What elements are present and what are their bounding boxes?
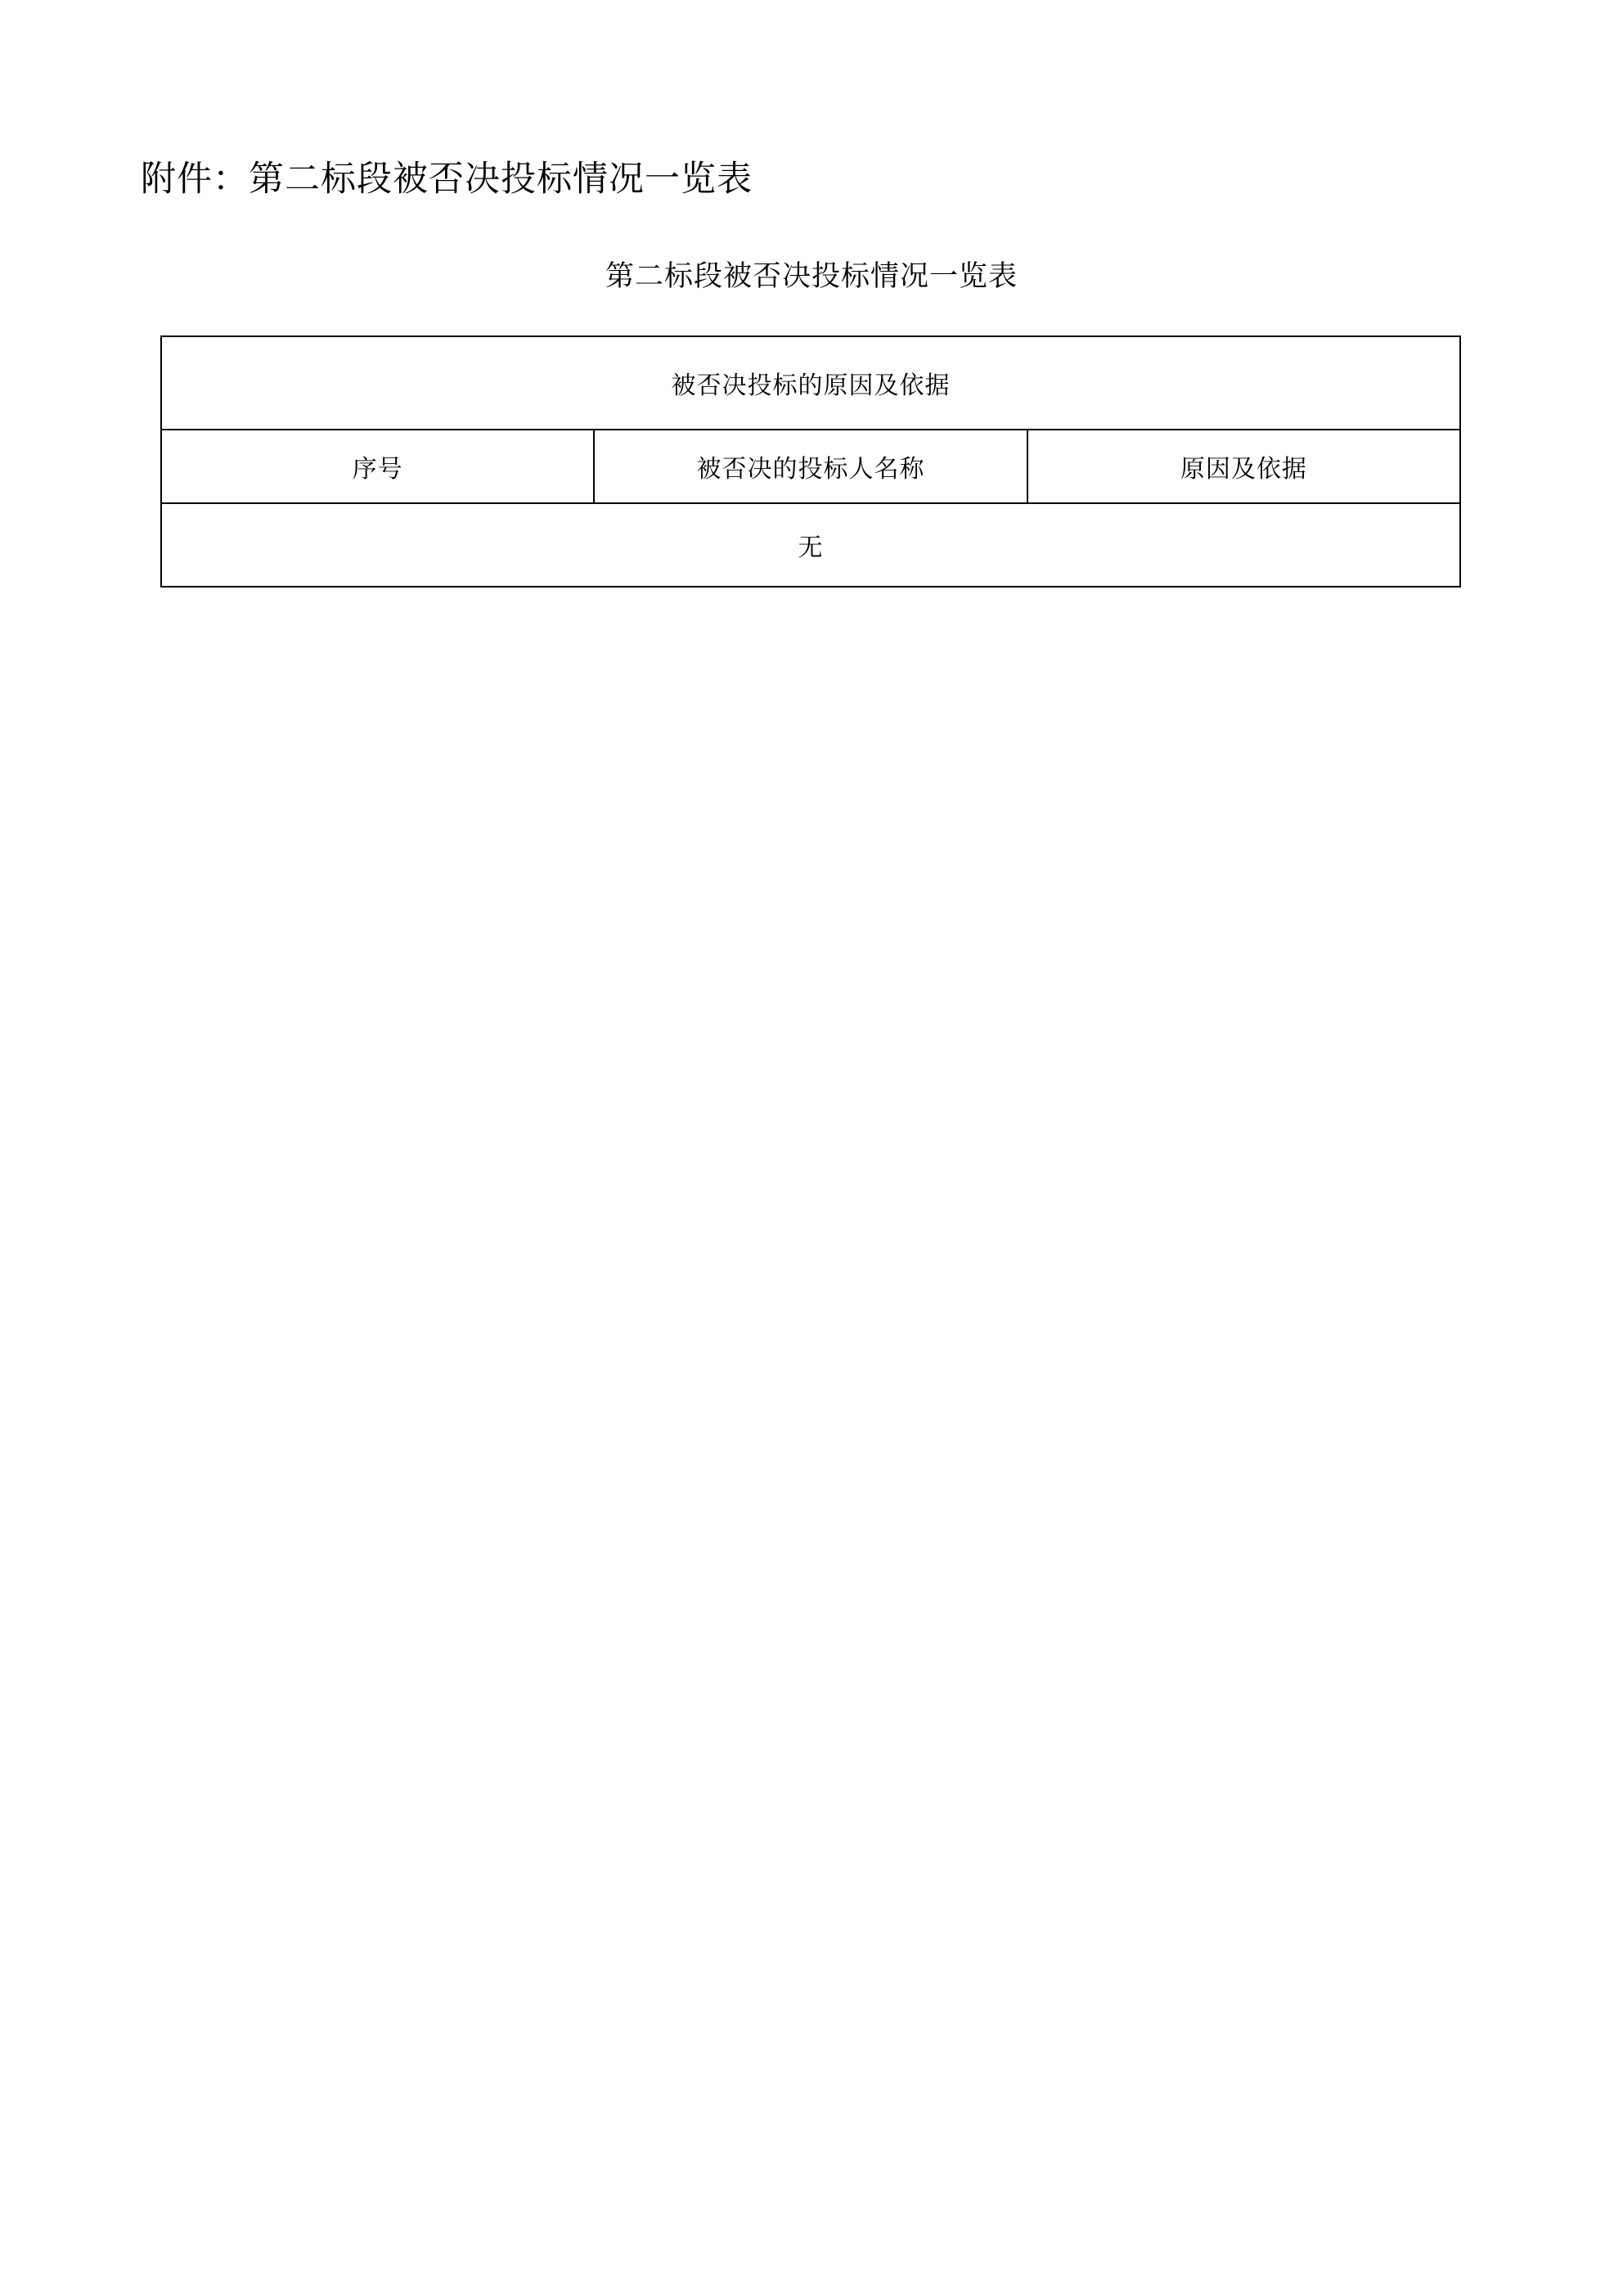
- page-title: 附件：第二标段被否决投标情况一览表: [141, 159, 753, 200]
- column-header-bidder-name: 被否决的投标人名称: [594, 430, 1027, 503]
- table-header-row: [161, 430, 1460, 503]
- table-caption: 第二标段被否决投标情况一览表: [605, 260, 1018, 293]
- column-header-no: 序号: [161, 430, 594, 503]
- table-title-row: [161, 336, 1460, 430]
- table-empty-cell: 无: [161, 503, 1460, 587]
- column-header-reason: 原因及依据: [1027, 430, 1460, 503]
- table-row: [161, 503, 1460, 587]
- table-title-cell: 被否决投标的原因及依据: [161, 336, 1460, 430]
- reject-table: [160, 335, 1461, 588]
- reject-table-container: [160, 335, 1461, 588]
